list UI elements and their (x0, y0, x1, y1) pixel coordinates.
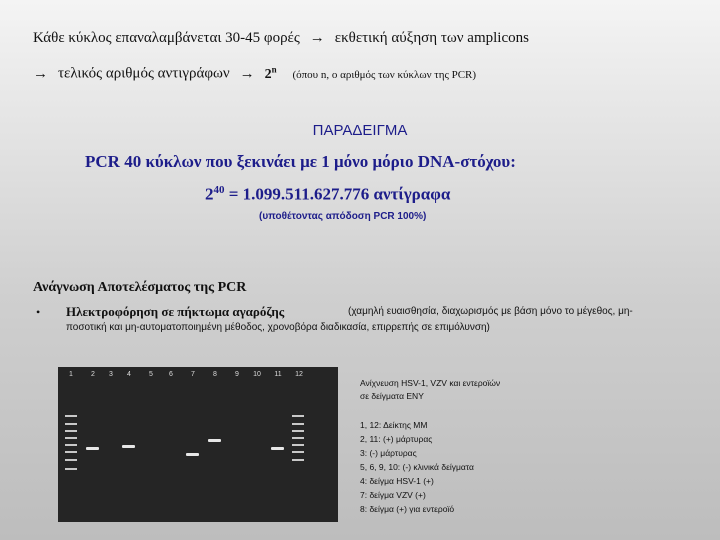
analysis-heading: Ανάγνωση Αποτελέσματος της PCR (33, 280, 247, 295)
copies-text: τελικός αριθμός αντιγράφων (58, 65, 230, 82)
power-base: 2 (205, 184, 214, 204)
legend-item: 7: δείγμα VZV (+) (360, 490, 426, 500)
lane-number: 11 (274, 371, 282, 378)
power-exponent: 40 (213, 184, 225, 196)
gel-band (122, 445, 135, 448)
method-text: Ηλεκτροφόρηση σε πήκτωμα αγαρόζης (66, 304, 285, 319)
ladder-band (65, 444, 77, 446)
gel-band (86, 447, 99, 450)
lane-number: 2 (91, 371, 95, 378)
ladder-band (292, 444, 304, 446)
ladder-band (65, 459, 77, 461)
arrow-icon: → (309, 30, 325, 46)
ladder-band (292, 430, 304, 432)
legend-item: 5, 6, 9, 10: (-) κλινικά δείγματα (360, 462, 474, 472)
lane-number: 12 (295, 371, 303, 378)
legend-title-1: Ανίχνευση HSV-1, VZV και εντεροϊών (360, 378, 501, 388)
lane-number: 5 (149, 371, 153, 378)
amplification-text: εκθετική αύξηση των amplicons (334, 30, 529, 46)
formula-note: (όπου n, ο αριθμός των κύκλων της PCR) (292, 68, 477, 81)
ladder-band (292, 415, 304, 417)
ladder-band (65, 468, 77, 470)
lane-number: 10 (253, 371, 261, 378)
cycle-line (33, 30, 529, 47)
legend-item: 1, 12: Δείκτης ΜΜ (360, 420, 428, 430)
ladder-band (292, 423, 304, 425)
ladder-band (65, 415, 77, 417)
ladder-band (292, 451, 304, 453)
legend-item: 8: δείγμα (+) για εντεροϊό (360, 504, 455, 514)
gel-band (208, 439, 221, 442)
legend-item: 2, 11: (+) μάρτυρας (360, 434, 433, 444)
bullet-icon: • (36, 305, 41, 319)
lane-number: 8 (213, 371, 217, 378)
gel-image (58, 367, 338, 522)
efficiency-note: (υποθέτοντας απόδοση PCR 100%) (259, 211, 427, 222)
ladder-band (65, 451, 77, 453)
copies-line (33, 64, 476, 83)
ladder-band (65, 430, 77, 432)
lane-number: 6 (169, 371, 173, 378)
ladder-band (292, 437, 304, 439)
ladder-band (65, 437, 77, 439)
lane-number: 4 (127, 371, 131, 378)
copies-calculation (205, 184, 450, 205)
method-note-line1: (χαμηλή ευαισθησία, διαχωρισμός με βάση μόνο το μέγεθος, μη- (348, 306, 633, 317)
method-note-line2: ποσοτική και μη-αυτοματοποιημένη μέθοδος, χρονοβόρα διαδικασία, επιρρεπής σε επιμόλυνση) (66, 322, 490, 333)
legend-title-2: σε δείγματα ΕΝΥ (360, 391, 424, 401)
arrow-icon: → (239, 65, 255, 82)
lane-number: 1 (69, 371, 73, 378)
power-value: = 1.099.511.627.776 αντίγραφα (224, 184, 451, 204)
ladder-band (65, 423, 77, 425)
lane-number: 9 (235, 371, 239, 378)
formula-exponent: n (271, 64, 277, 74)
gel-band (186, 453, 199, 456)
example-title: ΠΑΡΑΔΕΙΓΜΑ (312, 122, 408, 139)
legend-item: 3: (-) μάρτυρας (360, 448, 417, 458)
gel-band (271, 447, 284, 450)
cycle-text: Κάθε κύκλος επαναλαμβάνεται 30-45 φορές (33, 30, 300, 46)
lane-number: 3 (109, 371, 113, 378)
formula (264, 64, 277, 82)
arrow-icon: → (33, 65, 48, 82)
lane-number: 7 (191, 371, 195, 378)
pcr-example-text: PCR 40 κύκλων που ξεκινάει με 1 μόνο μόριο DNA-στόχου: (85, 152, 516, 171)
ladder-band (292, 459, 304, 461)
formula-base: 2 (264, 66, 272, 82)
legend-item: 4: δείγμα HSV-1 (+) (360, 476, 434, 486)
